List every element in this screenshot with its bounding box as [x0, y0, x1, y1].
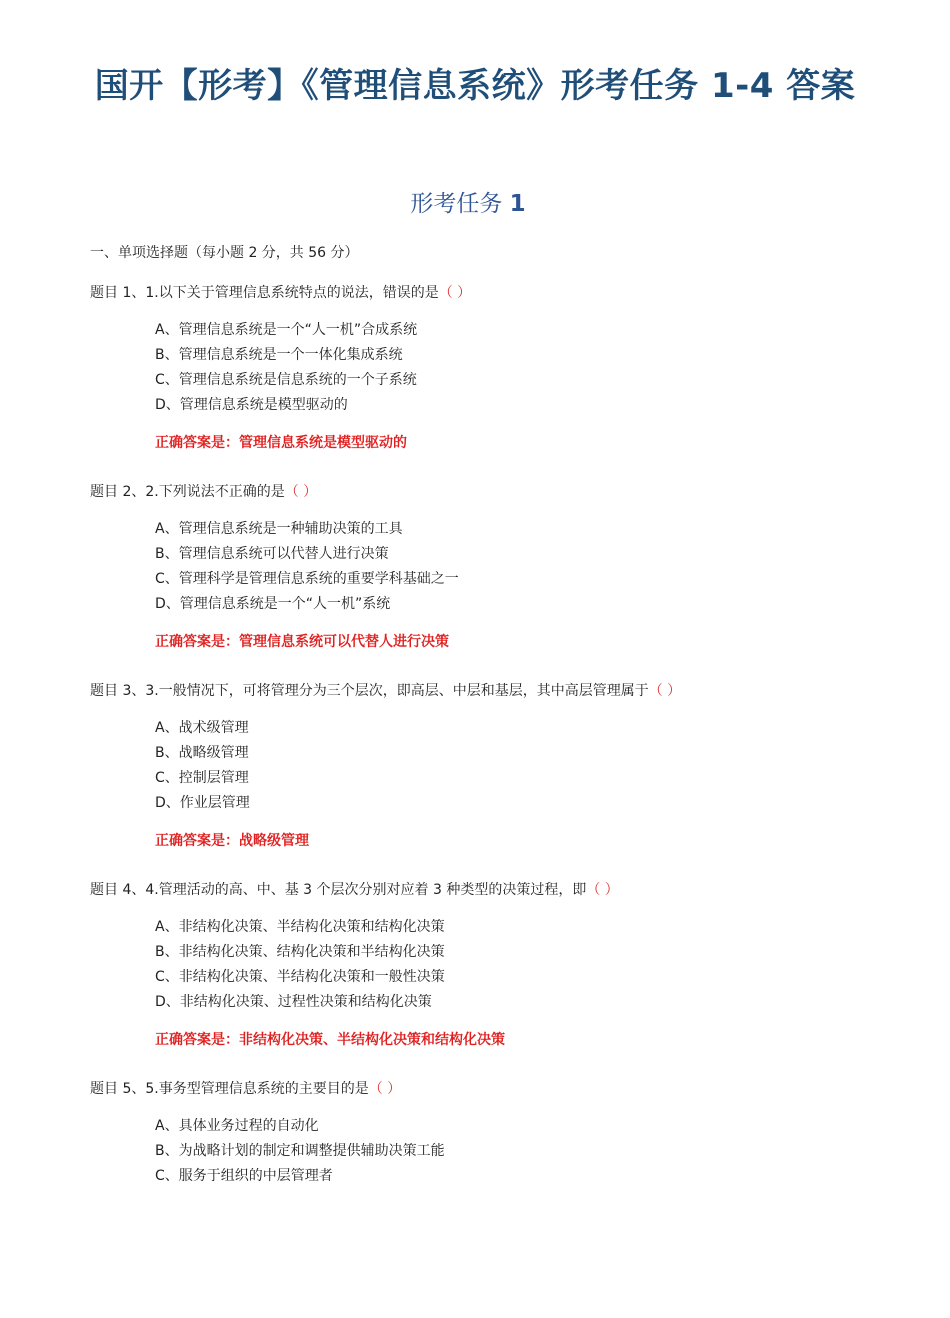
question-stem: [90, 282, 890, 304]
question-4: [90, 879, 890, 1051]
question-stem: [90, 879, 890, 901]
question-stem: [90, 481, 890, 503]
correct-answer: 正确答案是：战略级管理: [155, 833, 309, 849]
option-b: B、管理信息系统可以代替人进行决策: [155, 546, 389, 562]
question-list: [90, 282, 890, 1216]
task-title-prefix: 形考任务: [410, 191, 510, 217]
option-list: [155, 318, 890, 418]
question-stem: [90, 1078, 890, 1100]
question-1: [90, 282, 890, 454]
option-a: A、具体业务过程的自动化: [155, 1118, 319, 1134]
option-a: A、管理信息系统是一个“人一机”合成系统: [155, 322, 418, 338]
task-title-number: 1: [509, 191, 526, 217]
section-heading: 一、单项选择题（每小题 2 分，共 56 分）: [90, 245, 359, 261]
option-c: C、非结构化决策、半结构化决策和一般性决策: [155, 969, 445, 985]
task-title: [0, 185, 936, 218]
question-3: [90, 680, 890, 852]
answer-blank: （ ）: [368, 1081, 402, 1097]
question-stem: [90, 680, 890, 702]
option-a: A、战术级管理: [155, 720, 249, 736]
answer-blank: （ ）: [586, 882, 619, 898]
option-d: D、非结构化决策、过程性决策和结构化决策: [155, 994, 432, 1010]
option-b: B、管理信息系统是一个一体化集成系统: [155, 347, 403, 363]
question-stem-text: 题目 2、2.下列说法不正确的是: [90, 484, 285, 500]
correct-answer: 正确答案是：管理信息系统是模型驱动的: [155, 435, 407, 451]
question-stem-text: 题目 5、5.事务型管理信息系统的主要目的是: [90, 1081, 369, 1097]
option-d: D、管理信息系统是模型驱动的: [155, 397, 348, 413]
correct-answer: 正确答案是：管理信息系统可以代替人进行决策: [155, 634, 449, 650]
correct-answer: 正确答案是：非结构化决策、半结构化决策和结构化决策: [155, 1032, 505, 1048]
question-stem-text: 题目 3、3.一般情况下，可将管理分为三个层次，即高层、中层和基层，其中高层管理属于: [90, 683, 649, 699]
option-list: [155, 716, 890, 816]
answer-blank: （ ）: [648, 683, 682, 699]
option-a: A、管理信息系统是一种辅助决策的工具: [155, 521, 403, 537]
question-5: [90, 1078, 890, 1189]
option-c: C、控制层管理: [155, 770, 249, 786]
option-list: [155, 915, 890, 1015]
option-c: C、管理信息系统是信息系统的一个子系统: [155, 372, 417, 388]
document-title: 国开【形考】《管理信息系统》形考任务 1-4 答案: [94, 66, 856, 106]
question-stem-text: 题目 4、4.管理活动的高、中、基 3 个层次分别对应着 3 种类型的决策过程，即: [90, 882, 587, 898]
question-2: [90, 481, 890, 653]
option-list: [155, 1114, 890, 1189]
option-list: [155, 517, 890, 617]
question-stem-text: 题目 1、1.以下关于管理信息系统特点的说法，错误的是: [90, 285, 439, 301]
option-a: A、非结构化决策、半结构化决策和结构化决策: [155, 919, 445, 935]
option-c: C、管理科学是管理信息系统的重要学科基础之一: [155, 571, 459, 587]
option-c: C、服务于组织的中层管理者: [155, 1168, 333, 1184]
answer-blank: （ ）: [438, 285, 472, 301]
option-b: B、为战略计划的制定和调整提供辅助决策工能: [155, 1143, 445, 1159]
option-b: B、战略级管理: [155, 745, 249, 761]
option-b: B、非结构化决策、结构化决策和半结构化决策: [155, 944, 445, 960]
answer-blank: （ ）: [284, 484, 318, 500]
option-d: D、管理信息系统是一个“人一机”系统: [155, 596, 391, 612]
option-d: D、作业层管理: [155, 795, 250, 811]
